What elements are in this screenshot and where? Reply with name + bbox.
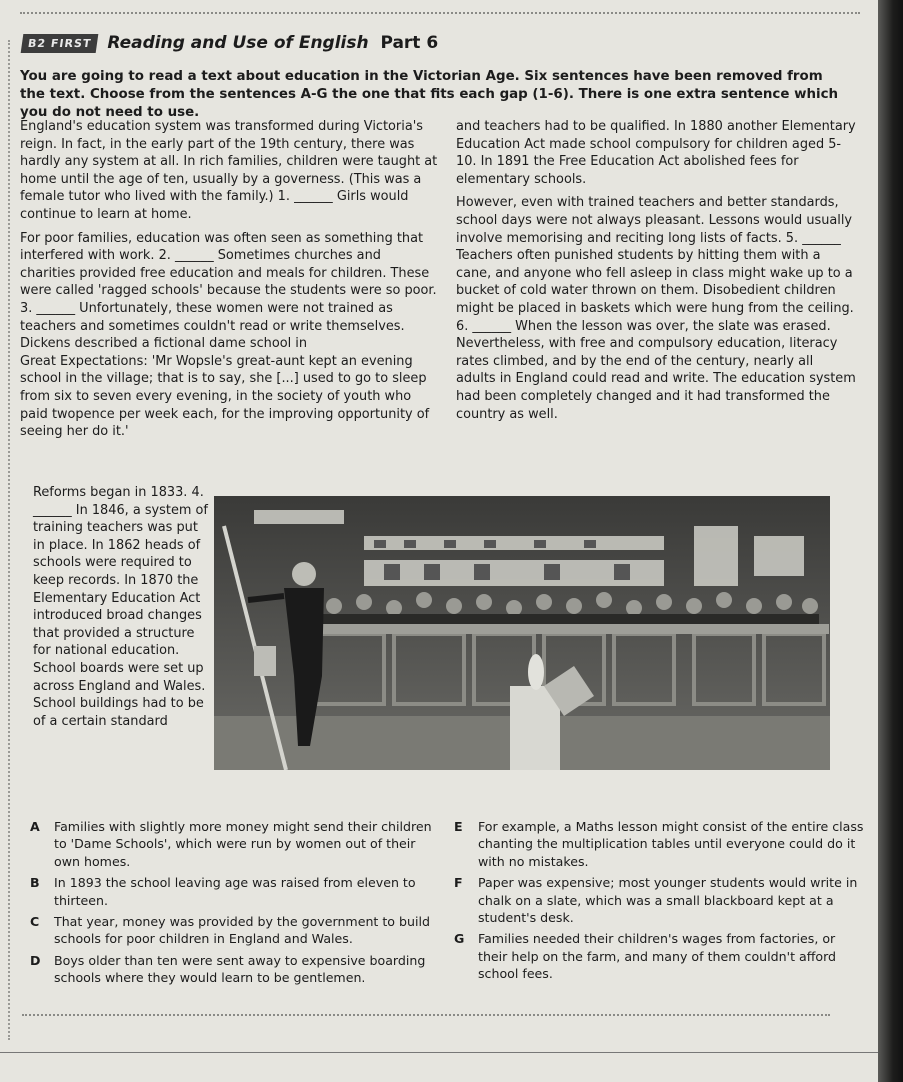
options-right — [454, 818, 864, 987]
section-title — [107, 33, 438, 53]
option-letter: B — [30, 875, 40, 891]
text-column-left — [20, 118, 438, 441]
paragraph-4: and teachers had to be qualified. In 1880 another Elementary Education Act made school compulsory for children aged 5-10. In 1891 the Free Education Act abolished fees for elementary schools. — [456, 119, 856, 187]
paragraph-2: For poor families, education was often seen as something that interfered with work. 2. ______ Sometimes churches and charities provided free education and meals for children. These were called 'ragged schools' because the students were so poor. 3. ______ Unfortunately, these women were not trained as teachers and sometimes couldn't read or write themselves. Dickens described a fictional dame school in — [20, 230, 437, 352]
top-dotted-border — [20, 12, 860, 14]
text-column-narrow — [33, 484, 211, 730]
classroom-illustration — [214, 496, 830, 770]
option-b — [30, 874, 440, 909]
book-spine-shadow — [878, 0, 903, 1082]
option-text: Paper was expensive; most younger students would write in chalk on a slate, which was a small blackboard kept at a student's desk. — [478, 875, 858, 926]
task-instructions: You are going to read a text about education in the Victorian Age. Six sentences have been removed from the text. Choose from the sentences A-G the one that fits each gap (1-6). There is one extra sentence which you do not need to use. — [20, 69, 839, 120]
text-column-right — [456, 118, 856, 423]
title-text: Reading and Use of English — [107, 33, 369, 53]
paragraph-reforms: Reforms began in 1833. 4. ______ In 1846, a system of training teachers was put in place. In 1862 heads of schools were required to keep records. In 1870 the Elementary Education Act introduced broad changes that provided a structure for national education. School boards were set up across England and Wales. School buildings had to be of a certain standard — [33, 485, 208, 729]
section-header — [22, 30, 438, 56]
paragraph-1: England's education system was transformed during Victoria's reign. In fact, in the early part of the 19th century, there was hardly any system at all. In rich families, children were taught at home until the age of ten, usually by a governess. (This was a female tutor who lived with the family.) 1. ______ Girls would continue to learn at home. — [20, 119, 438, 222]
option-letter: F — [454, 875, 463, 891]
paragraph-6: Nevertheless, with free and compulsory education, literacy rates climbed, and by the end of the century, nearly all adults in England could read and write. The education system had been completely changed and it had transformed the country as well. — [456, 336, 856, 422]
option-letter: G — [454, 931, 465, 947]
option-e — [454, 818, 864, 870]
option-text: Families needed their children's wages from factories, or their help on the farm, and many of them couldn't afford school fees. — [478, 931, 837, 982]
option-letter: D — [30, 952, 41, 968]
option-letter: A — [30, 819, 40, 834]
title-part: Part 6 — [380, 33, 439, 53]
option-c — [30, 913, 440, 948]
exam-badge: B2 FIRST — [21, 34, 99, 53]
paragraph-3: Great Expectations: 'Mr Wopsle's great-aunt kept an evening school in the village; that is to say, she [...] used to go to sleep from six to seven every evening, in the society of youth who paid twopence per week each, for the improving opportunity of seeing her do it.' — [20, 353, 430, 440]
option-text: That year, money was provided by the government to build schools for poor children in England and Wales. — [54, 914, 430, 947]
option-letter: E — [454, 819, 463, 834]
bottom-rule — [0, 1052, 878, 1053]
left-dotted-border — [8, 40, 10, 1040]
victorian-classroom-photo — [214, 496, 830, 770]
option-text: Families with slightly more money might send their children to 'Dame Schools', which were run by women out of their own homes. — [54, 819, 432, 869]
option-d — [30, 952, 440, 987]
option-letter: C — [30, 914, 40, 930]
option-a — [30, 818, 440, 870]
option-text: In 1893 the school leaving age was raised from eleven to thirteen. — [54, 875, 416, 908]
option-g — [454, 930, 864, 982]
option-text: Boys older than ten were sent away to expensive boarding schools where they would learn to be gentlemen. — [54, 952, 426, 986]
paragraph-5: However, even with trained teachers and better standards, school days were not always pleasant. Lessons would usually involve memorising and reciting long lists of facts. 5. ______ Teachers often punished students by hitting them with a cane, and anyone who fell asleep in class might wake up to a bucket of cold water thrown on them. Disobedient children might be placed in baskets which were hung from the ceiling. 6. ______ When the lesson was over, the slate was erased. — [456, 195, 854, 334]
option-f — [454, 874, 864, 926]
option-text: For example, a Maths lesson might consist of the entire class chanting the multiplication tables until everyone could do it with no mistakes. — [478, 819, 864, 869]
options-left — [30, 818, 440, 991]
bottom-dotted-border — [22, 1014, 830, 1016]
